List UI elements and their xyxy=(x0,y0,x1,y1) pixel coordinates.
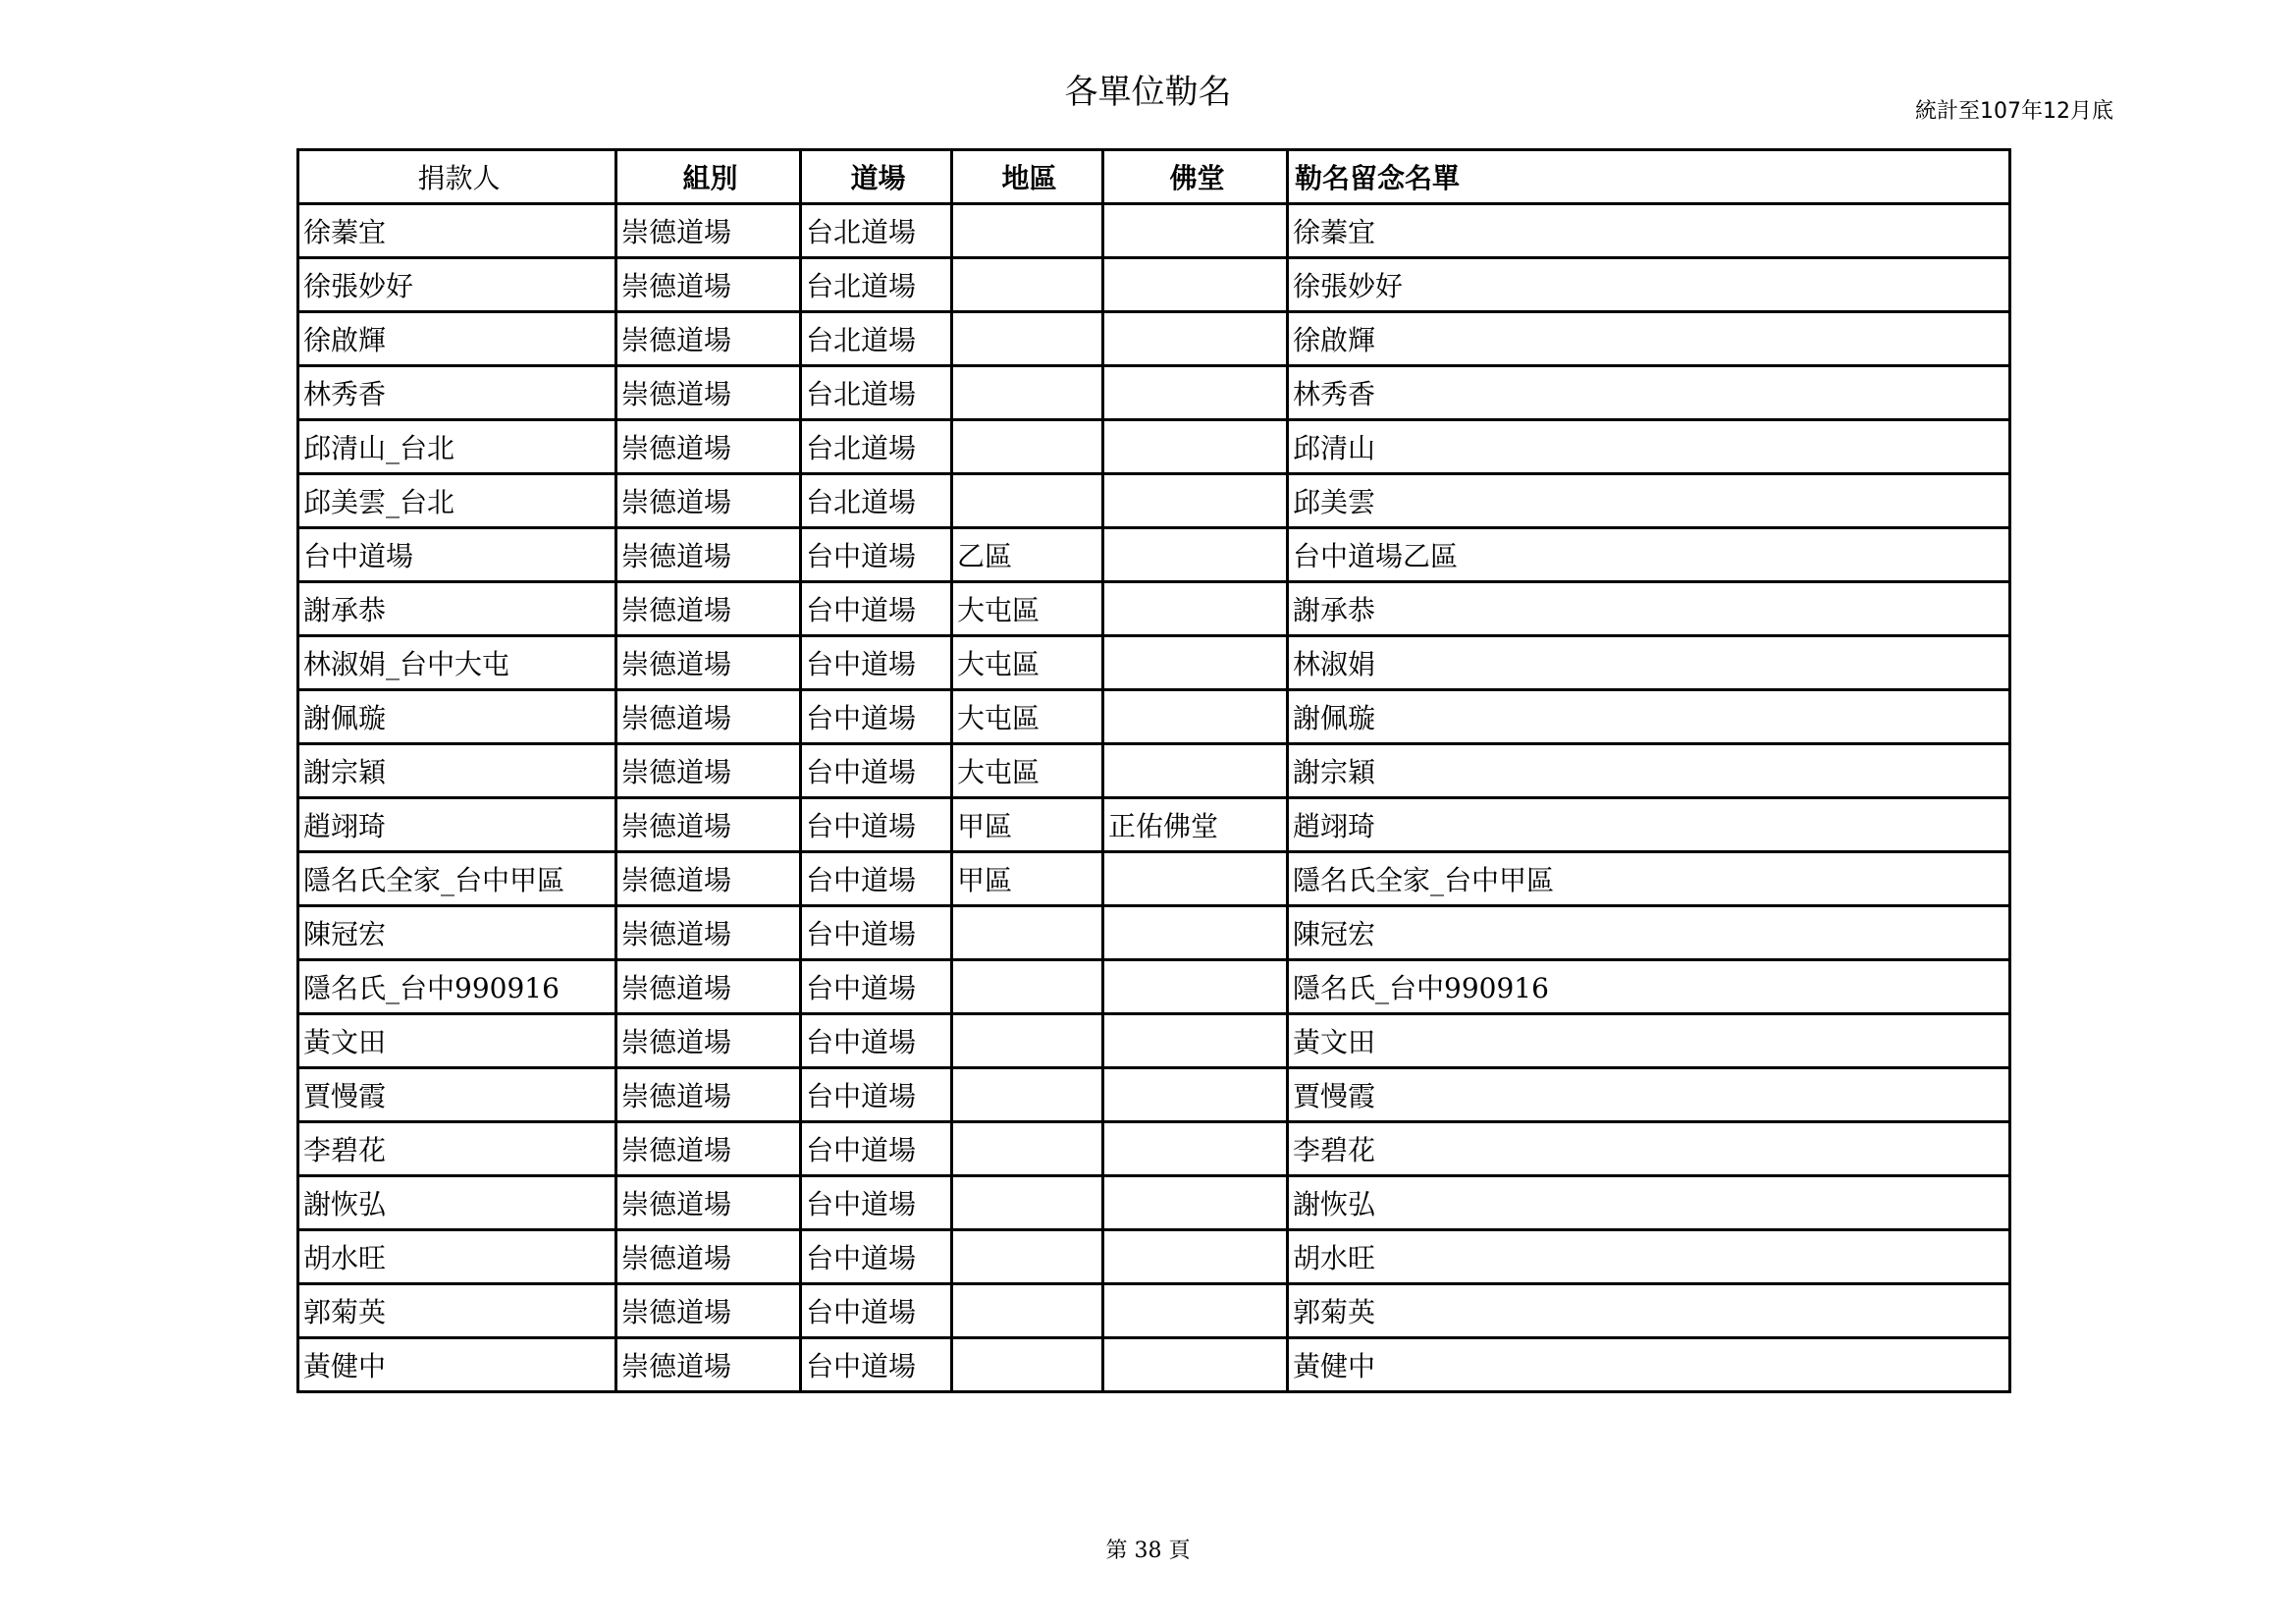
cell-region xyxy=(952,1014,1103,1068)
cell-commemorative-name: 徐蓁宜 xyxy=(1288,204,2010,258)
cell-temple xyxy=(1103,258,1288,312)
cell-group: 崇德道場 xyxy=(616,1338,801,1392)
page-number: 第 38 頁 xyxy=(1105,1539,1191,1563)
table-row xyxy=(298,636,2010,690)
cell-commemorative-name: 趙翊琦 xyxy=(1288,798,2010,852)
cell-region: 大屯區 xyxy=(952,744,1103,798)
cell-group: 崇德道場 xyxy=(616,1068,801,1122)
cell-commemorative-name: 謝宗穎 xyxy=(1288,744,2010,798)
cell-group: 崇德道場 xyxy=(616,960,801,1014)
cell-dojo: 台北道場 xyxy=(801,312,952,366)
table-row xyxy=(298,312,2010,366)
cell-commemorative-name: 隱名氏全家_台中甲區 xyxy=(1288,852,2010,906)
cell-donor: 胡水旺 xyxy=(298,1230,616,1284)
cell-donor: 賈慢霞 xyxy=(298,1068,616,1122)
cell-region: 大屯區 xyxy=(952,690,1103,744)
cell-group: 崇德道場 xyxy=(616,1284,801,1338)
header-donor: 捐款人 xyxy=(298,150,616,204)
table-row xyxy=(298,852,2010,906)
cell-donor: 黃文田 xyxy=(298,1014,616,1068)
cell-commemorative-name: 黃文田 xyxy=(1288,1014,2010,1068)
cell-dojo: 台中道場 xyxy=(801,744,952,798)
cell-group: 崇德道場 xyxy=(616,1176,801,1230)
cell-region: 乙區 xyxy=(952,528,1103,582)
cell-group: 崇德道場 xyxy=(616,1014,801,1068)
table-row xyxy=(298,474,2010,528)
cell-temple xyxy=(1103,1014,1288,1068)
table-row xyxy=(298,1068,2010,1122)
donor-table xyxy=(296,148,2011,1393)
cell-temple xyxy=(1103,852,1288,906)
cell-region xyxy=(952,258,1103,312)
cell-donor: 邱清山_台北 xyxy=(298,420,616,474)
cell-dojo: 台中道場 xyxy=(801,1014,952,1068)
cell-dojo: 台中道場 xyxy=(801,1068,952,1122)
cell-dojo: 台中道場 xyxy=(801,1338,952,1392)
cell-dojo: 台中道場 xyxy=(801,852,952,906)
cell-group: 崇德道場 xyxy=(616,636,801,690)
cell-group: 崇德道場 xyxy=(616,474,801,528)
cell-temple xyxy=(1103,1230,1288,1284)
cell-temple xyxy=(1103,474,1288,528)
cell-dojo: 台北道場 xyxy=(801,366,952,420)
cell-commemorative-name: 賈慢霞 xyxy=(1288,1068,2010,1122)
cell-region: 大屯區 xyxy=(952,636,1103,690)
cell-group: 崇德道場 xyxy=(616,1230,801,1284)
cell-temple xyxy=(1103,366,1288,420)
cell-temple xyxy=(1103,960,1288,1014)
table-row xyxy=(298,960,2010,1014)
cell-dojo: 台北道場 xyxy=(801,204,952,258)
cell-commemorative-name: 謝承恭 xyxy=(1288,582,2010,636)
cell-group: 崇德道場 xyxy=(616,366,801,420)
cell-region: 甲區 xyxy=(952,798,1103,852)
cell-commemorative-name: 黃健中 xyxy=(1288,1338,2010,1392)
cell-region xyxy=(952,1284,1103,1338)
cell-region xyxy=(952,1068,1103,1122)
cell-donor: 陳冠宏 xyxy=(298,906,616,960)
cell-commemorative-name: 李碧花 xyxy=(1288,1122,2010,1176)
cell-donor: 謝恢弘 xyxy=(298,1176,616,1230)
cell-temple xyxy=(1103,312,1288,366)
cell-temple xyxy=(1103,1176,1288,1230)
cell-donor: 謝承恭 xyxy=(298,582,616,636)
cell-donor: 謝宗穎 xyxy=(298,744,616,798)
table-row xyxy=(298,906,2010,960)
header-group: 組別 xyxy=(616,150,801,204)
cell-dojo: 台中道場 xyxy=(801,690,952,744)
cell-dojo: 台中道場 xyxy=(801,1176,952,1230)
table-row xyxy=(298,690,2010,744)
table-row xyxy=(298,1284,2010,1338)
table-row xyxy=(298,528,2010,582)
cell-region xyxy=(952,420,1103,474)
cell-donor: 徐啟輝 xyxy=(298,312,616,366)
cell-temple: 正佑佛堂 xyxy=(1103,798,1288,852)
table-row xyxy=(298,582,2010,636)
cell-group: 崇德道場 xyxy=(616,312,801,366)
table-row xyxy=(298,798,2010,852)
cell-group: 崇德道場 xyxy=(616,420,801,474)
cell-region xyxy=(952,1338,1103,1392)
table-row xyxy=(298,1176,2010,1230)
cell-dojo: 台中道場 xyxy=(801,960,952,1014)
cell-dojo: 台中道場 xyxy=(801,1230,952,1284)
page-title: 各單位勒名 xyxy=(1064,73,1232,112)
statistics-note: 統計至107年12月底 xyxy=(1915,99,2113,124)
cell-dojo: 台中道場 xyxy=(801,798,952,852)
header-commemorative-list: 勒名留念名單 xyxy=(1288,150,2010,204)
cell-group: 崇德道場 xyxy=(616,1122,801,1176)
cell-donor: 徐蓁宜 xyxy=(298,204,616,258)
cell-commemorative-name: 台中道場乙區 xyxy=(1288,528,2010,582)
table-row xyxy=(298,1230,2010,1284)
cell-temple xyxy=(1103,690,1288,744)
cell-region xyxy=(952,1122,1103,1176)
table-row xyxy=(298,1014,2010,1068)
cell-donor: 邱美雲_台北 xyxy=(298,474,616,528)
cell-donor: 黃健中 xyxy=(298,1338,616,1392)
table-row xyxy=(298,1338,2010,1392)
cell-group: 崇德道場 xyxy=(616,744,801,798)
table-row xyxy=(298,366,2010,420)
cell-temple xyxy=(1103,528,1288,582)
cell-group: 崇德道場 xyxy=(616,798,801,852)
cell-group: 崇德道場 xyxy=(616,528,801,582)
table-row xyxy=(298,420,2010,474)
cell-temple xyxy=(1103,582,1288,636)
cell-donor: 趙翊琦 xyxy=(298,798,616,852)
cell-dojo: 台北道場 xyxy=(801,420,952,474)
header-region: 地區 xyxy=(952,150,1103,204)
cell-dojo: 台中道場 xyxy=(801,906,952,960)
table-row xyxy=(298,1122,2010,1176)
cell-temple xyxy=(1103,636,1288,690)
cell-group: 崇德道場 xyxy=(616,906,801,960)
header-dojo: 道場 xyxy=(801,150,952,204)
cell-group: 崇德道場 xyxy=(616,582,801,636)
cell-temple xyxy=(1103,1338,1288,1392)
cell-commemorative-name: 謝佩璇 xyxy=(1288,690,2010,744)
cell-commemorative-name: 徐啟輝 xyxy=(1288,312,2010,366)
cell-dojo: 台北道場 xyxy=(801,474,952,528)
cell-commemorative-name: 隱名氏_台中990916 xyxy=(1288,960,2010,1014)
cell-group: 崇德道場 xyxy=(616,204,801,258)
cell-group: 崇德道場 xyxy=(616,258,801,312)
cell-commemorative-name: 胡水旺 xyxy=(1288,1230,2010,1284)
cell-dojo: 台中道場 xyxy=(801,636,952,690)
cell-dojo: 台中道場 xyxy=(801,528,952,582)
cell-region xyxy=(952,312,1103,366)
cell-dojo: 台中道場 xyxy=(801,582,952,636)
cell-donor: 謝佩璇 xyxy=(298,690,616,744)
cell-commemorative-name: 林秀香 xyxy=(1288,366,2010,420)
cell-commemorative-name: 陳冠宏 xyxy=(1288,906,2010,960)
cell-temple xyxy=(1103,1122,1288,1176)
cell-group: 崇德道場 xyxy=(616,852,801,906)
cell-donor: 林秀香 xyxy=(298,366,616,420)
cell-region xyxy=(952,204,1103,258)
cell-temple xyxy=(1103,204,1288,258)
table-header-row xyxy=(298,150,2010,204)
cell-dojo: 台北道場 xyxy=(801,258,952,312)
cell-donor: 徐張妙好 xyxy=(298,258,616,312)
header-temple: 佛堂 xyxy=(1103,150,1288,204)
table-row xyxy=(298,258,2010,312)
cell-donor: 隱名氏全家_台中甲區 xyxy=(298,852,616,906)
cell-region xyxy=(952,474,1103,528)
cell-commemorative-name: 徐張妙好 xyxy=(1288,258,2010,312)
cell-temple xyxy=(1103,744,1288,798)
cell-region xyxy=(952,906,1103,960)
table-row xyxy=(298,204,2010,258)
cell-donor: 李碧花 xyxy=(298,1122,616,1176)
cell-region xyxy=(952,366,1103,420)
cell-temple xyxy=(1103,1284,1288,1338)
cell-commemorative-name: 郭菊英 xyxy=(1288,1284,2010,1338)
table-row xyxy=(298,744,2010,798)
cell-group: 崇德道場 xyxy=(616,690,801,744)
cell-region xyxy=(952,1230,1103,1284)
cell-donor: 台中道場 xyxy=(298,528,616,582)
cell-commemorative-name: 謝恢弘 xyxy=(1288,1176,2010,1230)
cell-dojo: 台中道場 xyxy=(801,1122,952,1176)
cell-dojo: 台中道場 xyxy=(801,1284,952,1338)
cell-temple xyxy=(1103,1068,1288,1122)
cell-region: 大屯區 xyxy=(952,582,1103,636)
cell-donor: 林淑娟_台中大屯 xyxy=(298,636,616,690)
cell-commemorative-name: 邱清山 xyxy=(1288,420,2010,474)
cell-commemorative-name: 邱美雲 xyxy=(1288,474,2010,528)
cell-donor: 郭菊英 xyxy=(298,1284,616,1338)
cell-region xyxy=(952,960,1103,1014)
cell-temple xyxy=(1103,906,1288,960)
cell-temple xyxy=(1103,420,1288,474)
cell-donor: 隱名氏_台中990916 xyxy=(298,960,616,1014)
cell-commemorative-name: 林淑娟 xyxy=(1288,636,2010,690)
cell-region xyxy=(952,1176,1103,1230)
cell-region: 甲區 xyxy=(952,852,1103,906)
